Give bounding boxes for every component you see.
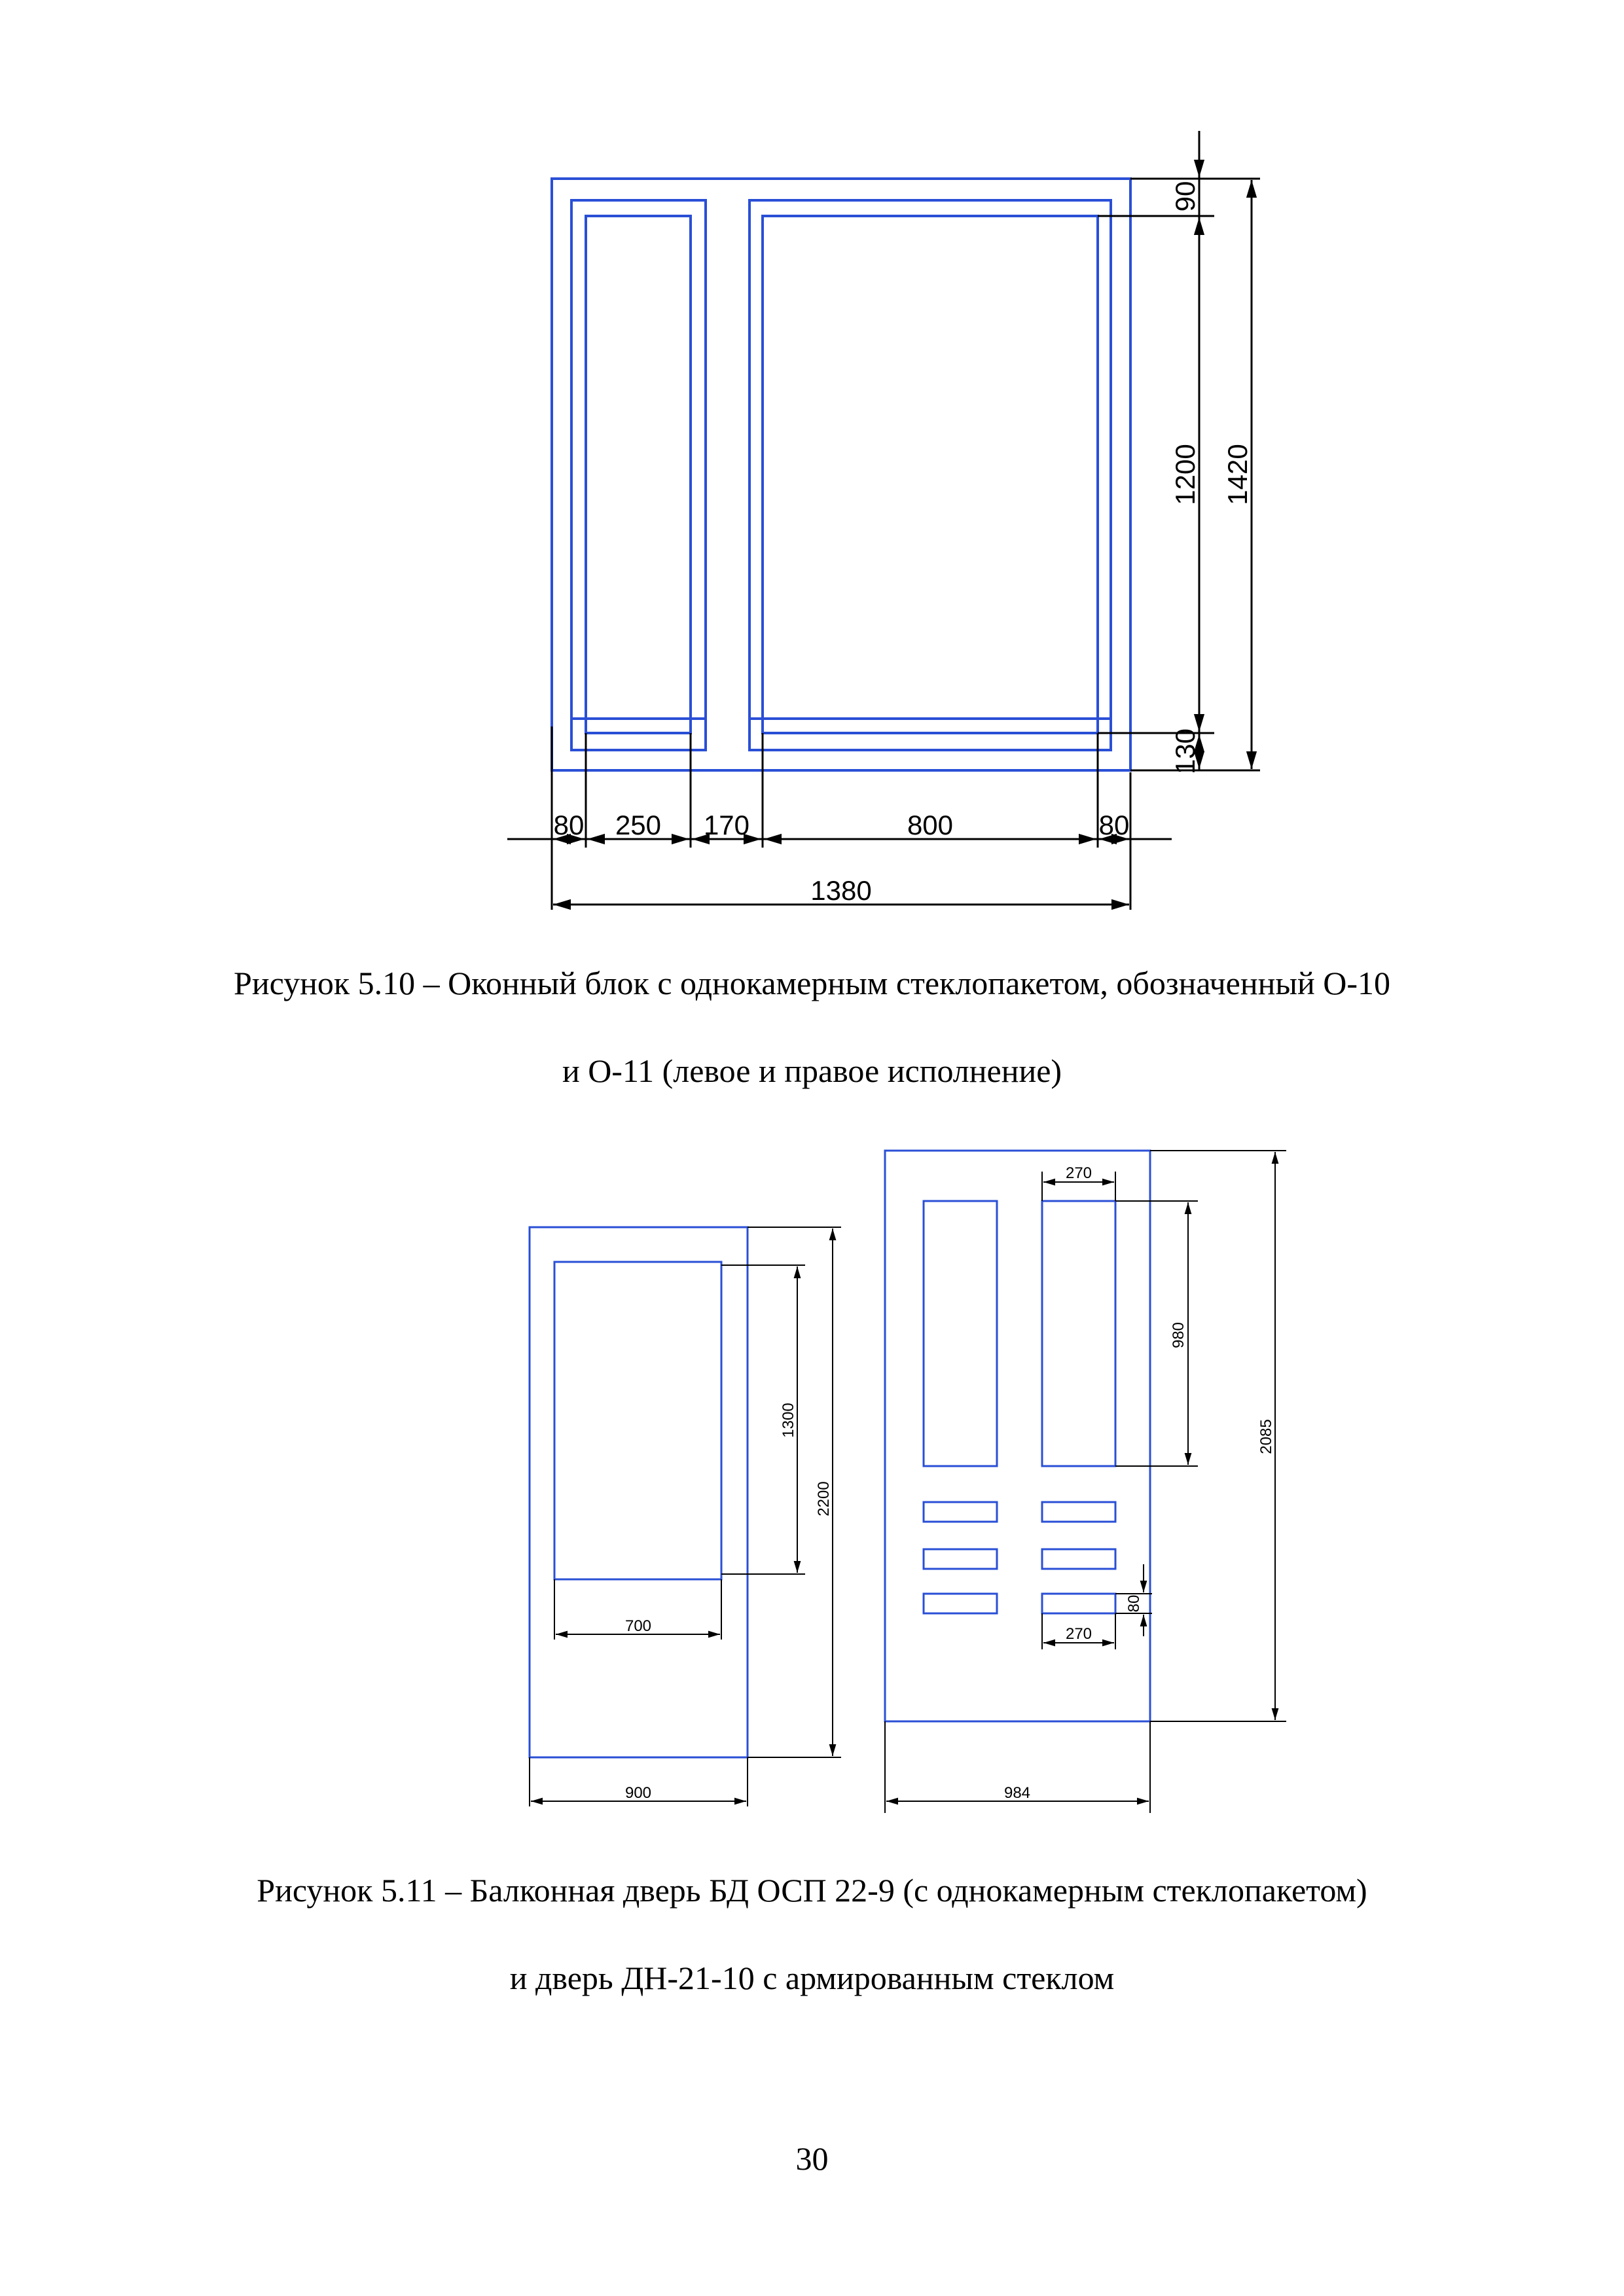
entry-door-frame — [885, 1151, 1150, 1721]
figure-5-10-caption-line1: Рисунок 5.10 – Оконный блок с однокамерным стеклопакетом, обозначенный О-10 — [234, 965, 1390, 1001]
dim-130: 130 — [1170, 728, 1200, 775]
door2-slot-l3 — [924, 1594, 997, 1613]
dim-right-80: 80 — [1098, 810, 1130, 840]
entry-door-dimension-lines — [885, 1151, 1286, 1813]
dim-250: 250 — [615, 810, 662, 840]
window-dimension-labels — [554, 181, 1253, 906]
figure-5-11-caption-line1: Рисунок 5.11 – Балконная дверь БД ОСП 22-9 (с однокамерным стеклопакетом) — [257, 1872, 1367, 1909]
balcony-door-frame — [530, 1227, 748, 1757]
dim-1380: 1380 — [810, 875, 872, 906]
dim-left-80: 80 — [553, 810, 585, 840]
balcony-door-dimension-lines — [530, 1227, 841, 1806]
balcony-door-dimension-labels — [625, 1403, 833, 1802]
door2-slot-r2 — [1042, 1549, 1115, 1569]
door2-right-glass — [1042, 1201, 1115, 1466]
right-sash-outer — [749, 200, 1111, 750]
window-o10-drawing — [507, 131, 1260, 910]
dim-980: 980 — [1170, 1321, 1187, 1349]
dim-90: 90 — [1170, 181, 1200, 212]
dim-984: 984 — [1003, 1784, 1031, 1802]
door2-slot-l2 — [924, 1549, 997, 1569]
figure-5-11-caption-line2: и дверь ДН-21-10 с армированным стеклом — [509, 1960, 1115, 1996]
entry-door-drawing — [885, 1151, 1286, 1813]
dim-170: 170 — [703, 810, 750, 840]
door1-glass — [554, 1262, 721, 1579]
window-frame — [552, 179, 1130, 770]
left-sash-outer — [571, 200, 706, 750]
window-dimension-lines — [507, 131, 1260, 910]
dim-1420: 1420 — [1222, 444, 1253, 505]
entry-door-dimension-labels — [1004, 1164, 1275, 1802]
outer-frame — [552, 179, 1130, 770]
door2-left-glass — [924, 1201, 997, 1466]
page-number: 30 — [795, 2140, 829, 2177]
door2-outer — [885, 1151, 1150, 1721]
door1-outer — [530, 1227, 748, 1757]
dim-bottom-270: 270 — [1065, 1625, 1092, 1643]
door2-slot-l1 — [924, 1502, 997, 1522]
dim-900: 900 — [624, 1784, 652, 1802]
dim-2200: 2200 — [815, 1481, 833, 1516]
dim-top-270: 270 — [1065, 1164, 1092, 1182]
dim-1300: 1300 — [780, 1403, 797, 1438]
balcony-door-drawing — [530, 1227, 841, 1806]
dim-80: 80 — [1125, 1594, 1143, 1613]
dim-2085: 2085 — [1257, 1419, 1275, 1454]
dim-800: 800 — [907, 810, 954, 840]
right-glass — [763, 216, 1098, 733]
door2-slot-r3 — [1042, 1594, 1115, 1613]
left-glass — [586, 216, 691, 733]
door2-slot-r1 — [1042, 1502, 1115, 1522]
dim-700: 700 — [624, 1617, 652, 1635]
dim-1200: 1200 — [1170, 444, 1200, 505]
figure-5-10-caption-line2: и О-11 (левое и правое исполнение) — [562, 1052, 1062, 1089]
